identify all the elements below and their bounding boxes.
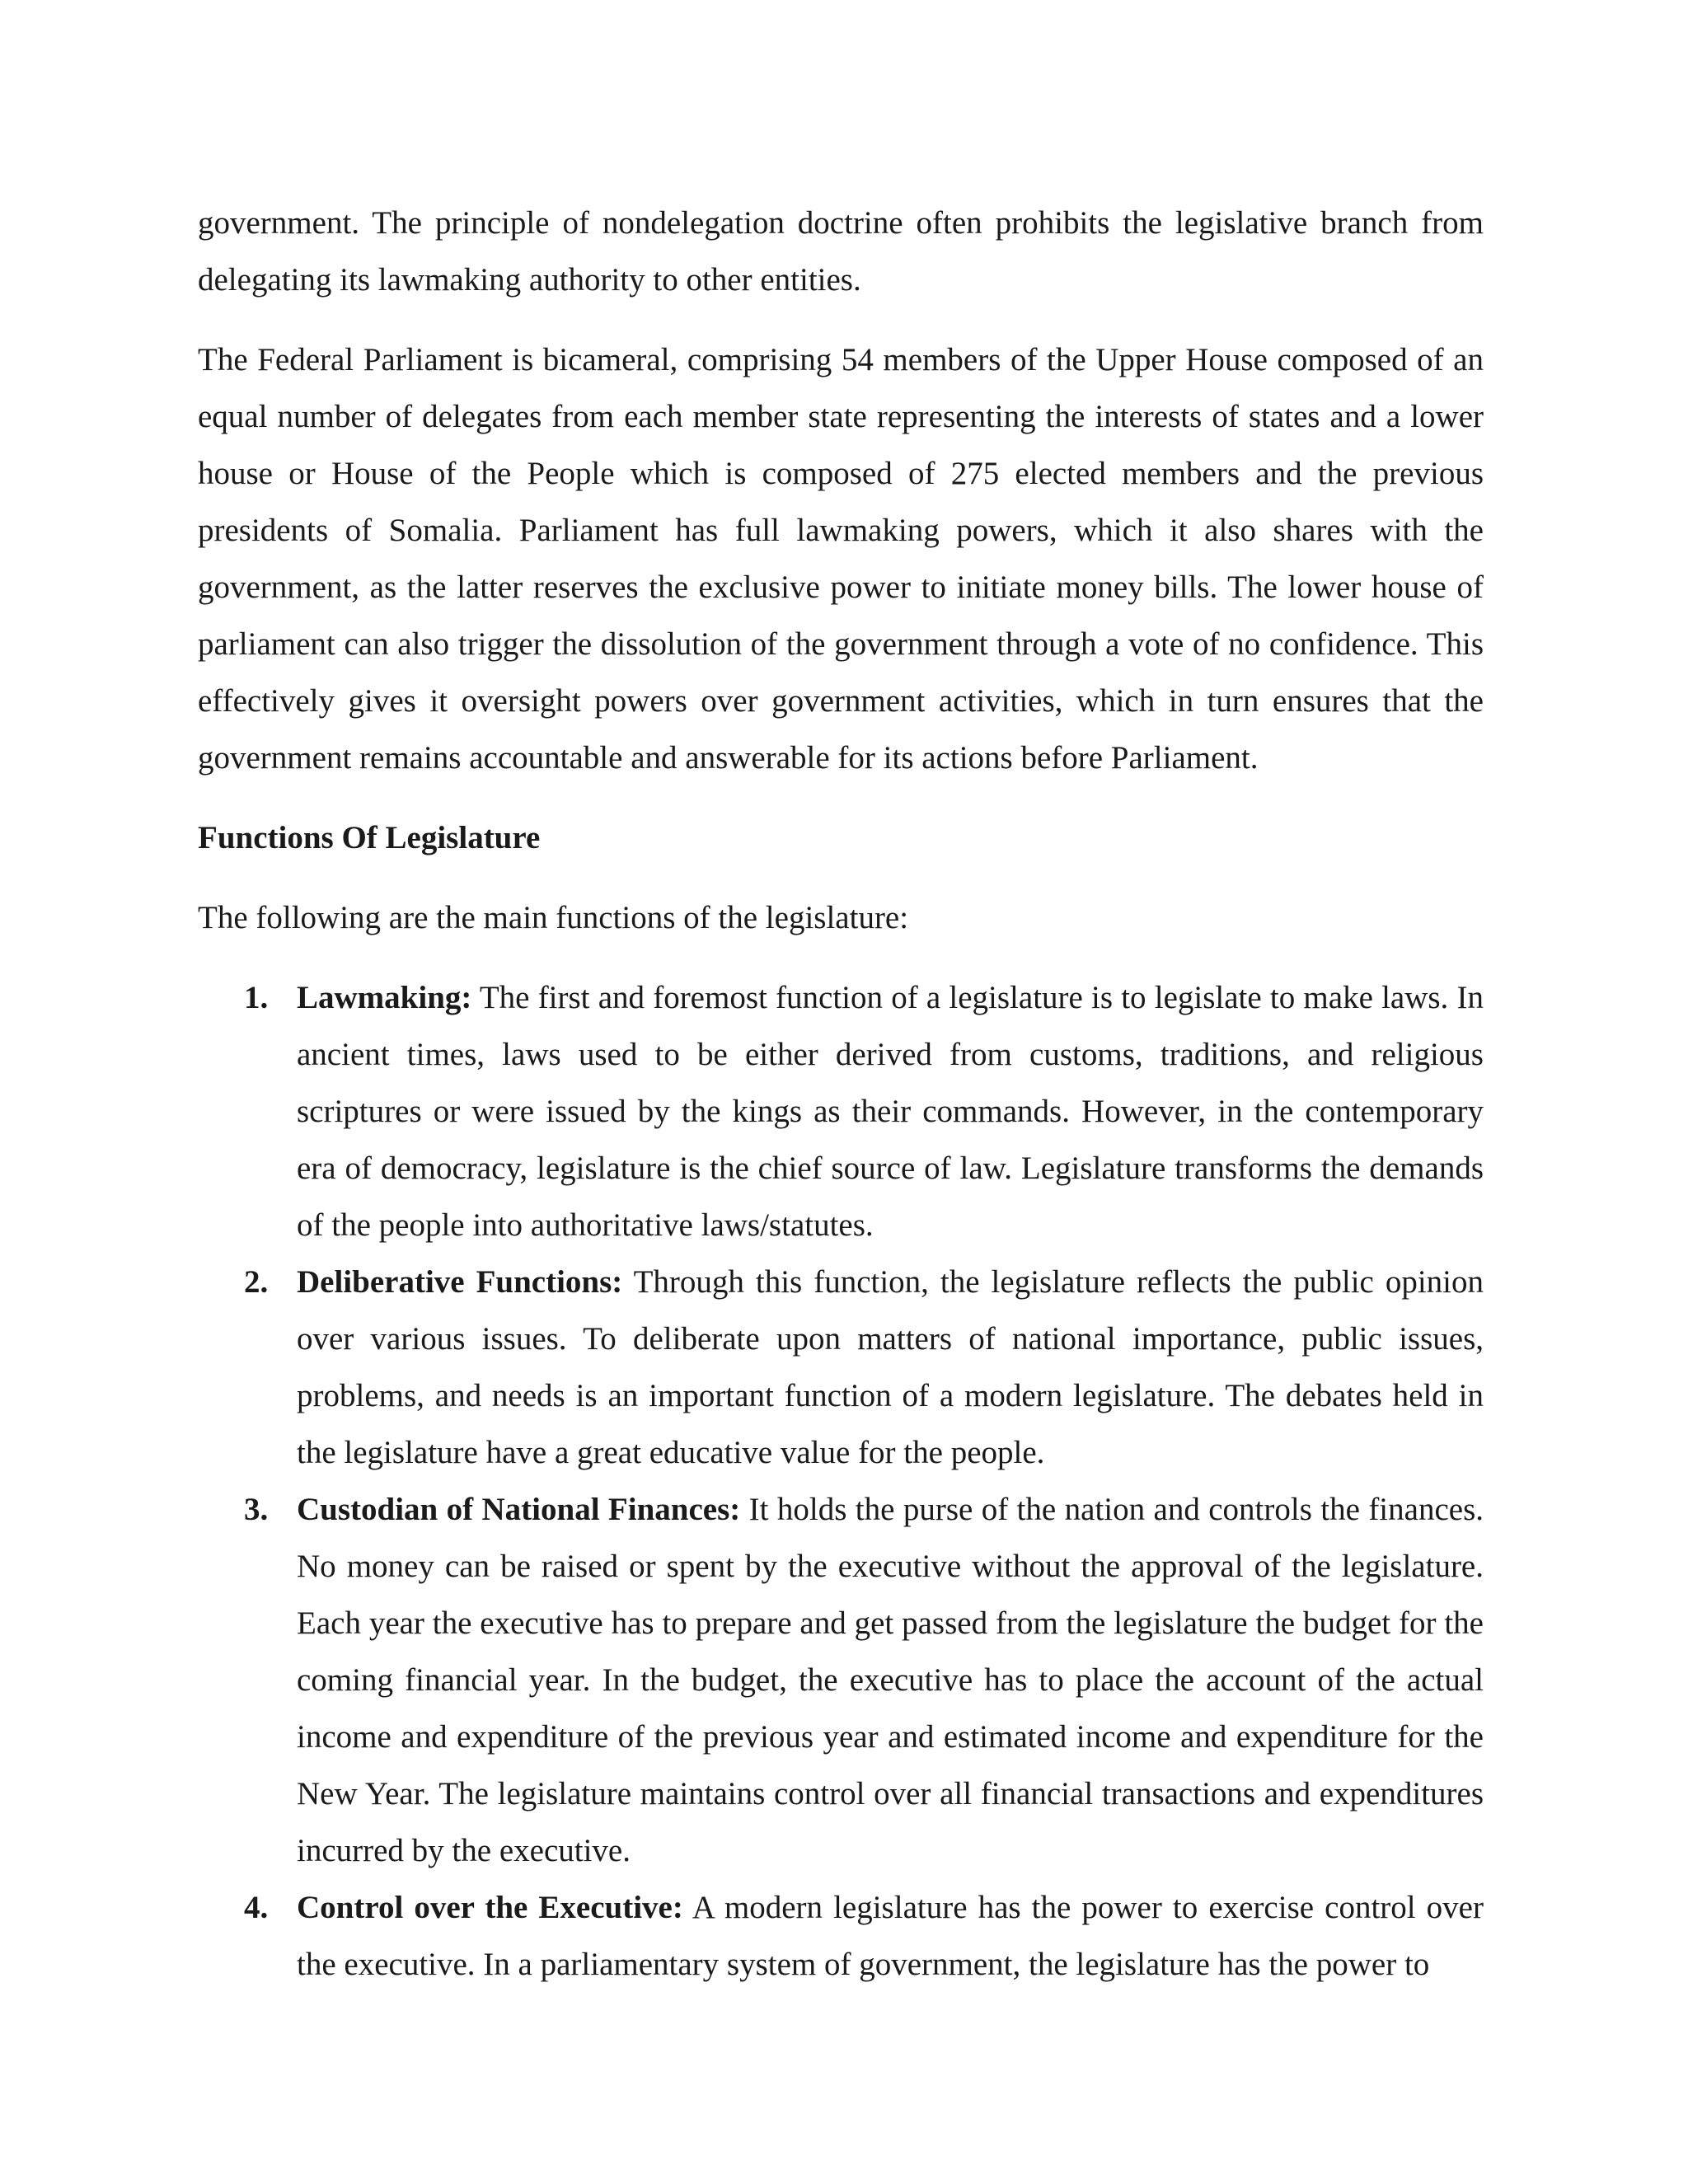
- list-item-text: The first and foremost function of a legislature is to legislate to make laws. In ancient times, laws used to be either derived from customs, traditions, and religious scriptures or were issued by the kings as their commands. However, in the contemporary era of democracy, legislature is the chief source of law. Legislature transforms the demands of the people into authoritative laws/statutes.: [297, 980, 1484, 1243]
- list-item-term: Deliberative Functions:: [297, 1264, 623, 1300]
- list-item-term: Lawmaking:: [297, 980, 472, 1015]
- list-item-number: 3.: [244, 1492, 269, 1527]
- paragraph-federal-parliament: The Federal Parliament is bicameral, comprising 54 members of the Upper House composed of an equal number of delegates from each member state representing the interests of states and a lower house or House of the People which is composed of 275 elected members and the previous presidents of Somalia. Parliament has full lawmaking powers, which it also shares with the government, as the latter reserves the exclusive power to initiate money bills. The lower house of parliament can also trigger the dissolution of the government through a vote of no confidence. This effectively gives it oversight powers over government activities, which in turn ensures that the government remains accountable and answerable for its actions before Parliament.: [198, 342, 1484, 776]
- section-intro: The following are the main functions of the legislature:: [198, 900, 909, 935]
- list-item-term: Custodian of National Finances:: [297, 1492, 741, 1527]
- list-item: [198, 1254, 1484, 1481]
- list-item-text: It holds the purse of the nation and controls the finances. No money can be raised or spent by the executive without the approval of the legislature. Each year the executive has to prepare and get passed from the legislature the budget for the coming financial year. In the budget, the executive has to place the account of the actual income and expenditure of the previous year and estimated income and expenditure for the New Year. The legislature maintains control over all financial transactions and expenditures incurred by the executive.: [297, 1492, 1484, 1868]
- list-item: [198, 969, 1484, 1254]
- list-item: [198, 1481, 1484, 1879]
- list-item-text: Through this function, the legislature reflects the public opinion over various issues. To deliberate upon matters of national importance, public issues, problems, and needs is an important function of a modern legislature. The debates held in the legislature have a great educative value for the people.: [297, 1264, 1484, 1470]
- list-item: [198, 1879, 1484, 1993]
- document-page: [198, 194, 1484, 1993]
- functions-list: [198, 969, 1484, 1993]
- list-item-term: Control over the Executive:: [297, 1890, 683, 1925]
- section-heading: Functions Of Legislature: [198, 820, 541, 855]
- list-item-number: 4.: [244, 1890, 269, 1925]
- list-item-number: 1.: [244, 980, 269, 1015]
- list-item-number: 2.: [244, 1264, 269, 1300]
- list-item-text: A modern legislature has the power to exercise control over the executive. In a parliamentary system of government, the legislature has the power to: [297, 1890, 1484, 1982]
- paragraph-nondelegation: government. The principle of nondelegation doctrine often prohibits the legislative branch from delegating its lawmaking authority to other entities.: [198, 205, 1484, 298]
